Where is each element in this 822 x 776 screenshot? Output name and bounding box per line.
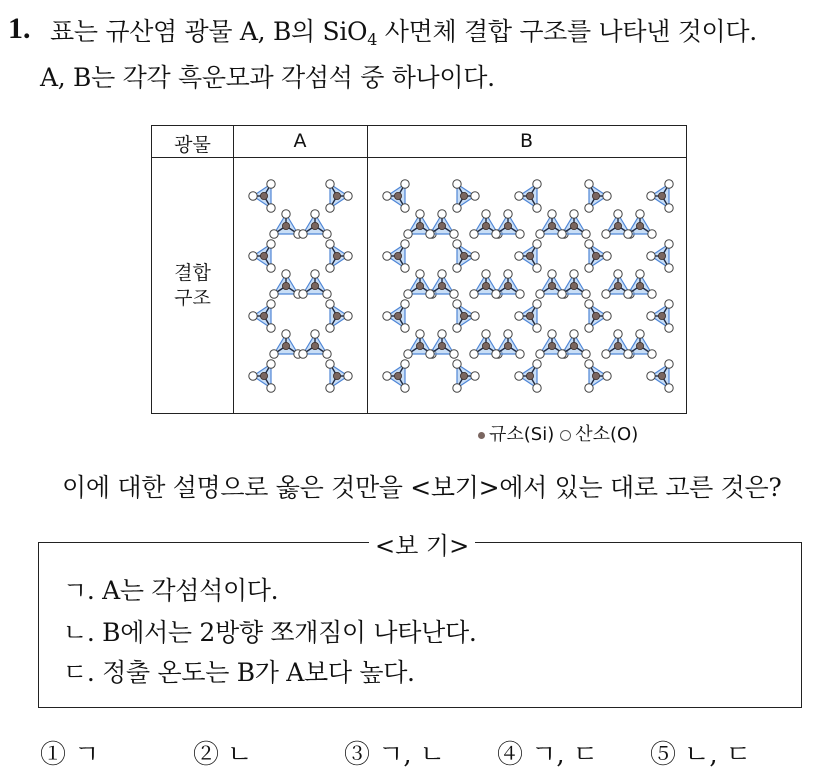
oxygen-atom <box>558 230 566 238</box>
oxygen-atom <box>267 360 275 368</box>
silicon-atom <box>658 252 665 259</box>
oxygen-atom <box>299 230 307 238</box>
oxygen-atom <box>326 180 334 188</box>
oxygen-atom <box>582 290 590 298</box>
silicon-atom <box>504 282 511 289</box>
silicon-atom <box>460 312 467 319</box>
silicon-atom <box>592 252 599 259</box>
oxygen-atom <box>453 384 461 392</box>
oxygen-atom <box>270 290 278 298</box>
oxygen-atom <box>383 252 391 260</box>
legend-si: 규소(Si) <box>489 424 555 445</box>
choice-5[interactable]: ⑤ ㄴ, ㄷ <box>650 740 752 770</box>
oxygen-atom <box>492 350 500 358</box>
silicon-atom <box>460 192 467 199</box>
oxygen-atom <box>585 264 593 272</box>
oxygen-atom <box>267 264 275 272</box>
oxygen-atom <box>344 252 352 260</box>
oxygen-atom <box>647 372 655 380</box>
silicon-atom <box>614 222 621 229</box>
oxygen-atom <box>323 350 331 358</box>
oxygen-atom <box>570 270 578 278</box>
oxygen-atom <box>267 300 275 308</box>
silicon-atom <box>504 222 511 229</box>
oxygen-atom <box>533 300 541 308</box>
silicon-atom <box>658 372 665 379</box>
oxygen-atom <box>665 240 673 248</box>
oxygen-atom <box>470 290 478 298</box>
oxygen-atom <box>267 204 275 212</box>
silicon-atom <box>333 372 340 379</box>
silicon-atom <box>311 282 318 289</box>
oxygen-atom <box>602 350 610 358</box>
oxygen-atom <box>299 290 307 298</box>
oxygen-atom <box>401 324 409 332</box>
oxygen-atom <box>471 192 479 200</box>
oxygen-atom <box>426 290 434 298</box>
silicon-atom <box>504 342 511 349</box>
silicon-atom <box>438 282 445 289</box>
oxygen-atom <box>533 360 541 368</box>
silicon-atom <box>592 192 599 199</box>
oxygen-atom <box>482 270 490 278</box>
oxygen-atom <box>665 360 673 368</box>
silicon-atom <box>570 282 577 289</box>
oxygen-atom <box>383 192 391 200</box>
oxygen-atom <box>453 240 461 248</box>
silicon-atom <box>311 342 318 349</box>
oxygen-atom <box>585 204 593 212</box>
oxygen-atom <box>249 312 257 320</box>
oxygen-circle-icon <box>560 430 571 441</box>
oxygen-atom <box>401 204 409 212</box>
oxygen-atom <box>270 230 278 238</box>
choice-2[interactable]: ② ㄴ <box>193 740 253 770</box>
oxygen-atom <box>603 312 611 320</box>
oxygen-atom <box>450 290 458 298</box>
oxygen-atom <box>516 230 524 238</box>
silicon-atom <box>570 222 577 229</box>
oxygen-atom <box>533 324 541 332</box>
oxygen-atom <box>470 350 478 358</box>
silicon-atom <box>394 192 401 199</box>
oxygen-atom <box>471 372 479 380</box>
oxygen-atom <box>426 350 434 358</box>
oxygen-atom <box>401 300 409 308</box>
silicon-atom <box>333 312 340 319</box>
oxygen-atom <box>585 180 593 188</box>
oxygen-atom <box>267 180 275 188</box>
oxygen-atom <box>416 270 424 278</box>
oxygen-atom <box>533 204 541 212</box>
silicon-atom <box>394 312 401 319</box>
oxygen-atom <box>558 290 566 298</box>
bogi-title: <보 기> <box>369 526 475 561</box>
oxygen-atom <box>401 360 409 368</box>
oxygen-atom <box>548 270 556 278</box>
oxygen-atom <box>647 312 655 320</box>
oxygen-atom <box>404 290 412 298</box>
question-line-1 <box>50 12 757 49</box>
silicon-atom <box>658 312 665 319</box>
header-b: B <box>519 130 534 152</box>
oxygen-atom <box>533 180 541 188</box>
oxygen-atom <box>326 240 334 248</box>
silicon-atom <box>260 312 267 319</box>
oxygen-atom <box>533 264 541 272</box>
header-mineral: 광물 <box>174 134 211 156</box>
silicon-atom <box>526 312 533 319</box>
oxygen-atom <box>614 270 622 278</box>
silicon-atom <box>526 372 533 379</box>
oxygen-atom <box>453 180 461 188</box>
bogi-item-2: ㄴ. B에서는 2방향 쪼개짐이 나타난다. <box>63 618 477 647</box>
legend-o: 산소(O) <box>575 424 639 445</box>
oxygen-atom <box>624 350 632 358</box>
oxygen-atom <box>636 330 644 338</box>
oxygen-atom <box>426 230 434 238</box>
silicon-atom <box>482 222 489 229</box>
oxygen-atom <box>624 290 632 298</box>
oxygen-atom <box>603 372 611 380</box>
silicon-atom <box>482 282 489 289</box>
oxygen-atom <box>515 372 523 380</box>
silicon-atom <box>260 372 267 379</box>
oxygen-atom <box>647 192 655 200</box>
row-label <box>152 261 233 311</box>
silicon-atom <box>570 342 577 349</box>
oxygen-atom <box>585 360 593 368</box>
silicon-atom <box>636 222 643 229</box>
oxygen-atom <box>533 384 541 392</box>
oxygen-atom <box>585 324 593 332</box>
oxygen-atom <box>504 330 512 338</box>
oxygen-atom <box>401 180 409 188</box>
silicon-atom <box>438 342 445 349</box>
question-line-1-text: 표는 규산염 광물 A, B의 SiO <box>50 17 368 46</box>
oxygen-atom <box>582 350 590 358</box>
silicon-atom <box>592 312 599 319</box>
oxygen-atom <box>570 330 578 338</box>
oxygen-atom <box>665 300 673 308</box>
oxygen-atom <box>450 230 458 238</box>
silicon-atom <box>282 342 289 349</box>
oxygen-atom <box>585 240 593 248</box>
oxygen-atom <box>492 290 500 298</box>
oxygen-atom <box>647 252 655 260</box>
oxygen-atom <box>515 252 523 260</box>
oxygen-atom <box>515 192 523 200</box>
oxygen-atom <box>249 252 257 260</box>
silicon-atom <box>260 192 267 199</box>
oxygen-atom <box>299 350 307 358</box>
oxygen-atom <box>270 350 278 358</box>
silicon-atom <box>460 252 467 259</box>
oxygen-atom <box>516 290 524 298</box>
oxygen-atom <box>311 330 319 338</box>
oxygen-atom <box>326 360 334 368</box>
oxygen-atom <box>404 230 412 238</box>
oxygen-atom <box>344 372 352 380</box>
oxygen-atom <box>249 192 257 200</box>
oxygen-atom <box>614 210 622 218</box>
oxygen-atom <box>603 252 611 260</box>
oxygen-atom <box>482 210 490 218</box>
oxygen-atom <box>326 300 334 308</box>
oxygen-atom <box>282 270 290 278</box>
oxygen-atom <box>536 290 544 298</box>
oxygen-atom <box>648 350 656 358</box>
oxygen-atom <box>344 312 352 320</box>
oxygen-atom <box>471 312 479 320</box>
oxygen-atom <box>453 264 461 272</box>
oxygen-atom <box>453 300 461 308</box>
silicon-atom <box>394 372 401 379</box>
oxygen-atom <box>404 350 412 358</box>
oxygen-atom <box>570 210 578 218</box>
mineral-table <box>151 125 687 414</box>
oxygen-atom <box>665 264 673 272</box>
silicon-atom <box>636 282 643 289</box>
silicon-atom <box>636 342 643 349</box>
oxygen-atom <box>504 270 512 278</box>
oxygen-atom <box>533 240 541 248</box>
oxygen-atom <box>453 324 461 332</box>
oxygen-atom <box>383 312 391 320</box>
subscript-4: 4 <box>367 30 378 49</box>
choice-1[interactable]: ① ㄱ <box>40 740 100 770</box>
silicon-atom <box>416 222 423 229</box>
silicon-atom <box>416 342 423 349</box>
question-line-1-text-end: 사면체 결합 구조를 나타낸 것이다. <box>377 17 757 46</box>
oxygen-atom <box>585 300 593 308</box>
silicon-atom <box>614 282 621 289</box>
silicon-atom <box>416 282 423 289</box>
silicon-atom <box>548 282 555 289</box>
oxygen-atom <box>624 230 632 238</box>
bogi-item-1: ㄱ. A는 각섬석이다. <box>63 576 279 605</box>
structure-a-diagram <box>234 158 367 413</box>
oxygen-atom <box>383 372 391 380</box>
silicon-atom <box>592 372 599 379</box>
header-a: A <box>293 130 307 152</box>
oxygen-atom <box>482 330 490 338</box>
oxygen-atom <box>401 384 409 392</box>
silicon-atom <box>614 342 621 349</box>
bogi-item-3: ㄷ. 정출 온도는 B가 A보다 높다. <box>63 658 415 687</box>
oxygen-atom <box>648 230 656 238</box>
question-line-2: A, B는 각각 흑운모과 각섬석 중 하나이다. <box>40 63 495 92</box>
silicon-atom <box>438 222 445 229</box>
oxygen-atom <box>267 384 275 392</box>
oxygen-atom <box>450 350 458 358</box>
oxygen-atom <box>401 240 409 248</box>
oxygen-atom <box>602 230 610 238</box>
oxygen-atom <box>282 330 290 338</box>
oxygen-atom <box>438 210 446 218</box>
silicon-atom <box>482 342 489 349</box>
silicon-atom <box>526 192 533 199</box>
oxygen-atom <box>665 204 673 212</box>
oxygen-atom <box>665 180 673 188</box>
question-number: 1. <box>8 12 31 45</box>
bogi-box <box>38 532 802 708</box>
oxygen-atom <box>453 204 461 212</box>
oxygen-atom <box>516 350 524 358</box>
oxygen-atom <box>267 240 275 248</box>
silicon-atom <box>333 192 340 199</box>
oxygen-atom <box>470 230 478 238</box>
oxygen-atom <box>438 270 446 278</box>
oxygen-atom <box>326 384 334 392</box>
silicon-atom <box>658 192 665 199</box>
oxygen-atom <box>311 210 319 218</box>
silicon-atom <box>260 252 267 259</box>
silicon-atom <box>333 252 340 259</box>
oxygen-atom <box>471 252 479 260</box>
oxygen-atom <box>603 192 611 200</box>
oxygen-atom <box>582 230 590 238</box>
oxygen-atom <box>267 324 275 332</box>
silicon-atom <box>282 282 289 289</box>
oxygen-atom <box>249 372 257 380</box>
oxygen-atom <box>536 230 544 238</box>
oxygen-atom <box>548 330 556 338</box>
oxygen-atom <box>326 324 334 332</box>
oxygen-atom <box>311 270 319 278</box>
silicon-atom <box>548 222 555 229</box>
oxygen-atom <box>344 192 352 200</box>
oxygen-atom <box>636 210 644 218</box>
oxygen-atom <box>515 312 523 320</box>
oxygen-atom <box>665 324 673 332</box>
silicon-atom <box>282 222 289 229</box>
oxygen-atom <box>323 290 331 298</box>
oxygen-atom <box>492 230 500 238</box>
oxygen-atom <box>665 384 673 392</box>
oxygen-atom <box>326 264 334 272</box>
silicon-atom <box>394 252 401 259</box>
oxygen-atom <box>558 350 566 358</box>
oxygen-atom <box>585 384 593 392</box>
oxygen-atom <box>438 330 446 338</box>
oxygen-atom <box>504 210 512 218</box>
oxygen-atom <box>416 330 424 338</box>
structure-b-diagram <box>368 158 686 413</box>
silicon-atom <box>460 372 467 379</box>
oxygen-atom <box>401 264 409 272</box>
choice-3[interactable]: ③ ㄱ, ㄴ <box>344 740 446 770</box>
oxygen-atom <box>536 350 544 358</box>
silicon-dot-icon <box>478 432 485 439</box>
oxygen-atom <box>602 290 610 298</box>
row-label-line-2: 구조 <box>174 287 211 309</box>
oxygen-atom <box>416 210 424 218</box>
question-prompt: 이에 대한 설명으로 옳은 것만을 <보기>에서 있는 대로 고른 것은? <box>62 473 782 502</box>
silicon-atom <box>526 252 533 259</box>
choice-4[interactable]: ④ ㄱ, ㄷ <box>497 740 599 770</box>
silicon-atom <box>311 222 318 229</box>
oxygen-atom <box>282 210 290 218</box>
oxygen-atom <box>453 360 461 368</box>
row-label-line-1: 결합 <box>174 262 211 284</box>
oxygen-atom <box>648 290 656 298</box>
silicon-atom <box>548 342 555 349</box>
oxygen-atom <box>614 330 622 338</box>
oxygen-atom <box>323 230 331 238</box>
oxygen-atom <box>636 270 644 278</box>
oxygen-atom <box>548 210 556 218</box>
oxygen-atom <box>326 204 334 212</box>
legend <box>478 420 638 446</box>
